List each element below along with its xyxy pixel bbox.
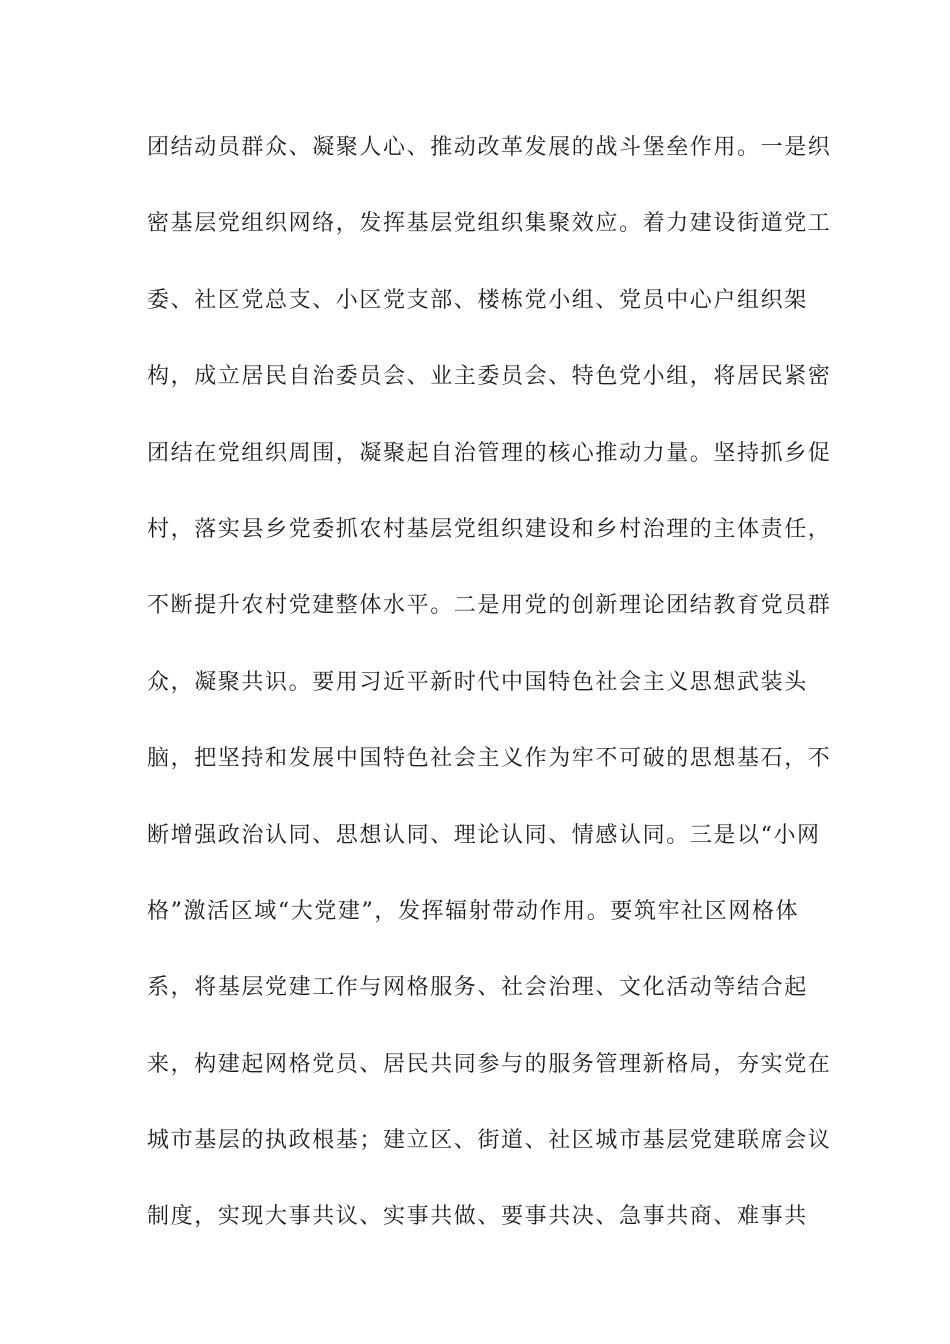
text-line: 密基层党组织网络，发挥基层党组织集聚效应。着力建设街道党工 (147, 211, 832, 237)
text-line: 来，构建起网格党员、居民共同参与的服务管理新格局，夯实党在 (147, 1051, 832, 1077)
text-line: 脑，把坚持和发展中国特色社会主义作为牢不可破的思想基石，不 (147, 746, 832, 772)
text-line: 系，将基层党建工作与网格服务、社会治理、文化活动等结合起 (147, 975, 808, 1001)
text-line: 团结在党组织周围，凝聚起自治管理的核心推动力量。坚持抓乡促 (147, 440, 832, 466)
text-line: 众，凝聚共识。要用习近平新时代中国特色社会主义思想武装头 (147, 669, 808, 695)
text-line: 委、社区党总支、小区党支部、楼栋党小组、党员中心户组织架 (147, 287, 808, 313)
text-line: 构，成立居民自治委员会、业主委员会、特色党小组，将居民紧密 (147, 364, 832, 390)
text-line: 村，落实县乡党委抓农村基层党组织建设和乡村治理的主体责任， (147, 516, 832, 542)
text-line: 断增强政治认同、思想认同、理论认同、情感认同。三是以“小网 (147, 822, 821, 848)
text-line: 制度，实现大事共议、实事共做、要事共决、急事共商、难事共 (147, 1204, 808, 1230)
body-paragraph (147, 128, 832, 1274)
text-line: 不断提升农村党建整体水平。二是用党的创新理论团结教育党员群 (147, 593, 832, 619)
text-line: 城市基层的执政根基；建立区、街道、社区城市基层党建联席会议 (147, 1128, 832, 1154)
text-line: 格”激活区域“大党建”，发挥辐射带动作用。要筑牢社区网格体 (147, 898, 800, 924)
text-line: 团结动员群众、凝聚人心、推动改革发展的战斗堡垒作用。一是织 (147, 135, 832, 160)
